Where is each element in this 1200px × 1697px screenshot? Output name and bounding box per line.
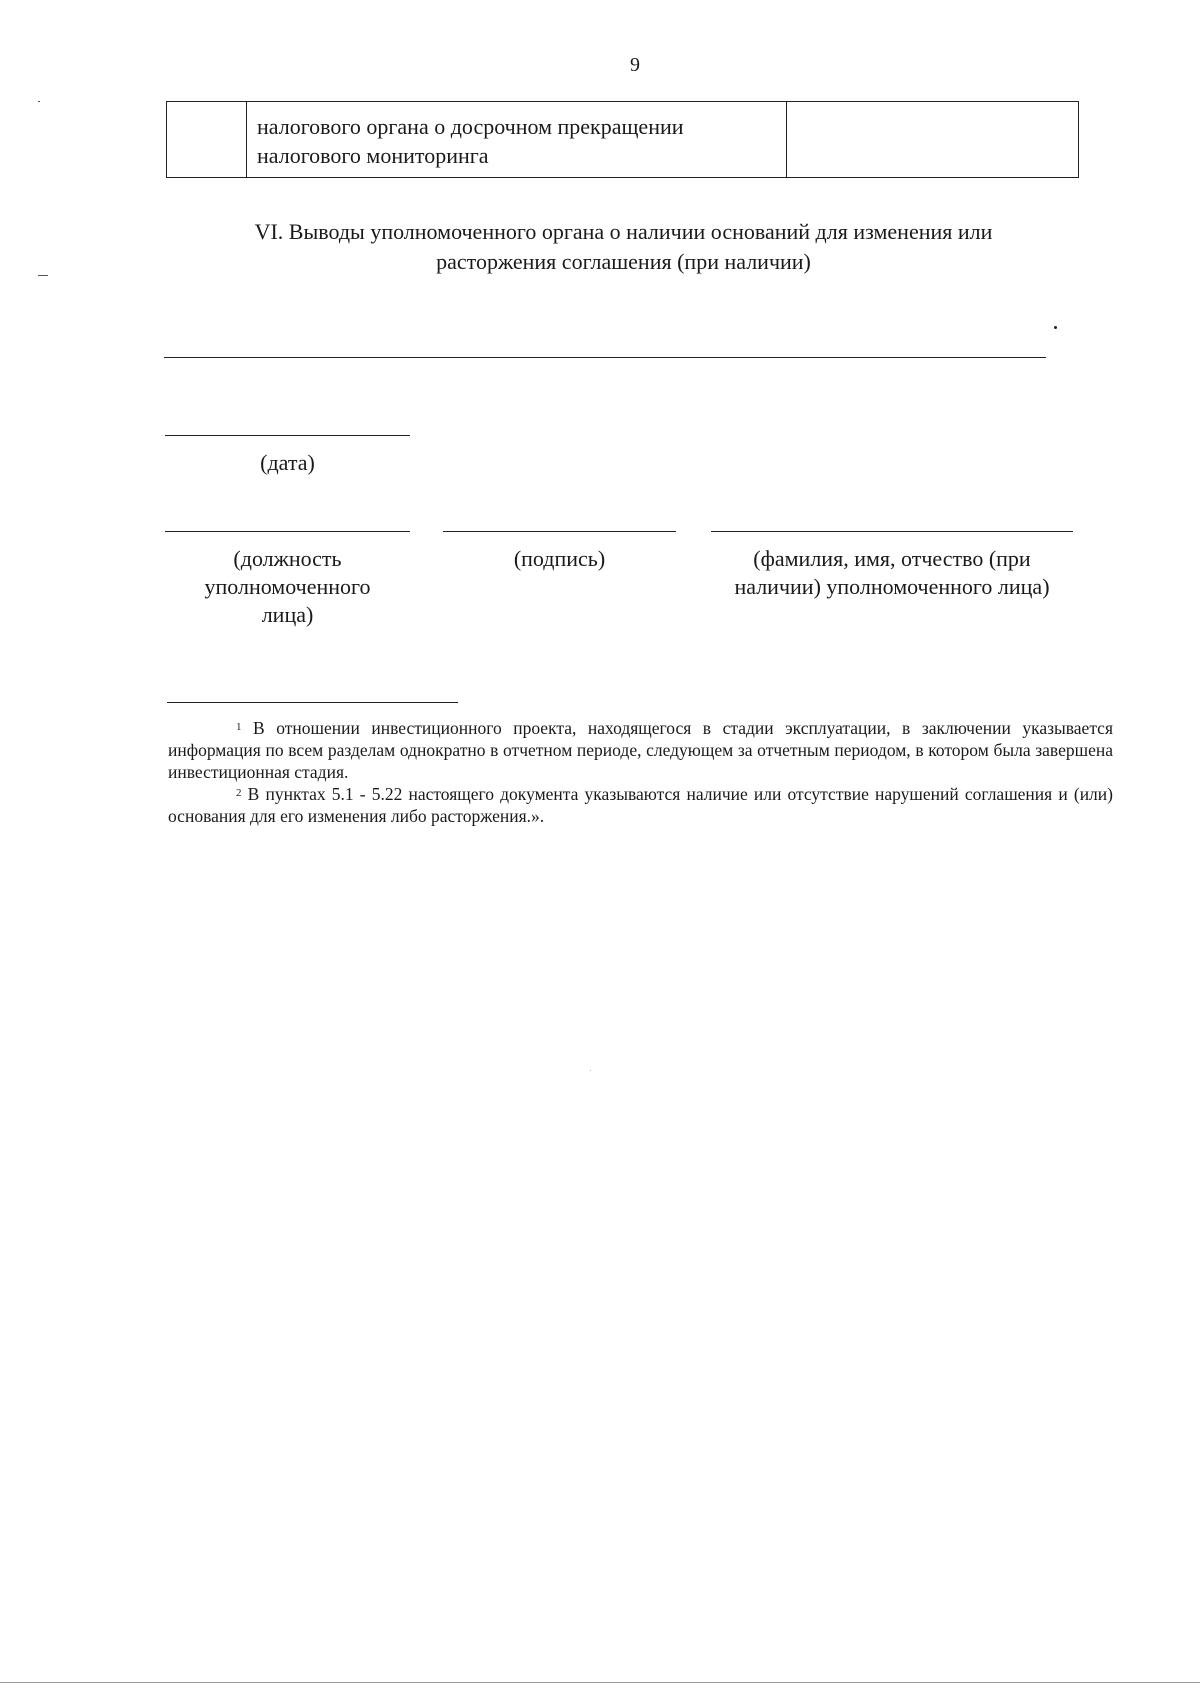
scan-speck	[590, 1070, 591, 1071]
page-number: 9	[630, 54, 640, 76]
name-caption	[706, 545, 1078, 601]
table-cell-description-line: налогового органа о досрочном прекращении	[257, 114, 684, 139]
footnote-marker: 1	[236, 721, 242, 733]
scan-speck	[38, 101, 40, 102]
footnote-separator	[167, 702, 458, 703]
table-cell-value	[787, 102, 1079, 178]
table-cell-number	[167, 102, 247, 178]
name-fill-line	[711, 531, 1073, 532]
signature-caption: (подпись)	[513, 546, 606, 571]
footnote-1	[168, 717, 1113, 783]
table-cell-description-line: налогового мониторинга	[257, 143, 489, 168]
table-row	[167, 102, 1079, 178]
footnote-text: В отношении инвестиционного проекта, находящегося в стадии эксплуатации, в заключении указывается информация по всем разделам однократно в отчетном периоде, следующем за отчетным периодом, в котором была завершена инвестиционная стадия.	[168, 718, 1113, 782]
section-title	[166, 217, 1081, 277]
footnotes	[168, 717, 1113, 827]
footnote-marker: 2	[236, 787, 242, 799]
position-caption-line: уполномоченного	[204, 574, 371, 599]
name-caption-line: наличии) уполномоченного лица)	[734, 574, 1050, 599]
position-caption-line: (должность	[233, 546, 342, 571]
continuation-table	[166, 101, 1079, 178]
position-caption	[165, 545, 410, 629]
conclusion-end-dot	[1054, 326, 1057, 329]
position-caption-line: лица)	[261, 602, 314, 627]
position-fill-line	[165, 531, 410, 532]
name-caption-line: (фамилия, имя, отчество (при	[753, 546, 1031, 571]
footnote-2	[168, 783, 1113, 827]
date-fill-line	[165, 435, 410, 436]
date-caption: (дата)	[260, 450, 315, 475]
conclusion-fill-line	[164, 357, 1046, 358]
footnote-text: В пунктах 5.1 - 5.22 настоящего документа указываются наличие или отсутствие нарушений соглашения и (или) основания для его изменения либо расторжения.».	[168, 784, 1113, 826]
section-title-line: расторжения соглашения (при наличии)	[436, 249, 811, 274]
table-cell-description	[247, 102, 787, 178]
scan-bottom-edge	[0, 1682, 1200, 1683]
signature-fill-line	[443, 531, 676, 532]
section-title-line: VI. Выводы уполномоченного органа о наличии оснований для изменения или	[254, 219, 993, 244]
scan-speck	[38, 275, 48, 276]
